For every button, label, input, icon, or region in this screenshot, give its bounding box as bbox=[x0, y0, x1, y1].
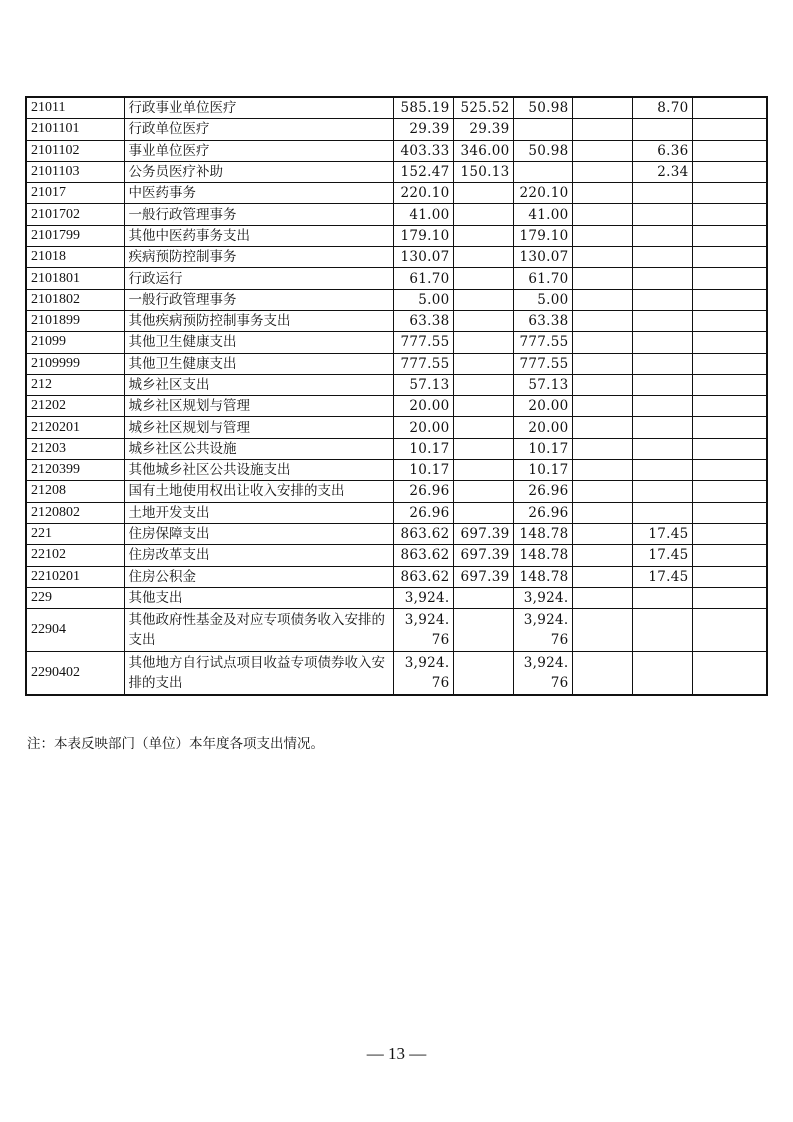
project-expense-cell: 63.38 bbox=[513, 310, 572, 331]
column-4-cell bbox=[572, 502, 632, 523]
column-4-cell bbox=[572, 587, 632, 608]
column-5-cell bbox=[632, 609, 692, 652]
column-5-cell: 6.36 bbox=[632, 140, 692, 161]
name-cell: 事业单位医疗 bbox=[124, 140, 393, 161]
name-cell: 其他卫生健康支出 bbox=[124, 332, 393, 353]
column-4-cell bbox=[572, 140, 632, 161]
basic-expense-cell bbox=[453, 460, 513, 481]
table-row bbox=[26, 119, 767, 140]
column-4-cell bbox=[572, 566, 632, 587]
total-cell: 585.19 bbox=[393, 97, 453, 119]
total-cell: 3,924.76 bbox=[393, 652, 453, 696]
column-4-cell bbox=[572, 247, 632, 268]
code-cell: 2290402 bbox=[26, 652, 124, 696]
column-6-cell bbox=[692, 481, 767, 502]
column-4-cell bbox=[572, 161, 632, 182]
name-cell: 住房公积金 bbox=[124, 566, 393, 587]
basic-expense-cell bbox=[453, 438, 513, 459]
total-cell: 3,924.76 bbox=[393, 609, 453, 652]
column-5-cell bbox=[632, 502, 692, 523]
project-expense-cell: 26.96 bbox=[513, 502, 572, 523]
basic-expense-cell bbox=[453, 587, 513, 608]
code-cell: 22102 bbox=[26, 545, 124, 566]
column-6-cell bbox=[692, 225, 767, 246]
column-5-cell: 2.34 bbox=[632, 161, 692, 182]
table-row bbox=[26, 97, 767, 119]
name-cell: 行政运行 bbox=[124, 268, 393, 289]
code-cell: 21202 bbox=[26, 396, 124, 417]
code-cell: 2101799 bbox=[26, 225, 124, 246]
name-cell: 其他卫生健康支出 bbox=[124, 353, 393, 374]
column-5-cell bbox=[632, 438, 692, 459]
table-row bbox=[26, 204, 767, 225]
total-cell: 61.70 bbox=[393, 268, 453, 289]
basic-expense-cell bbox=[453, 609, 513, 652]
basic-expense-cell: 697.39 bbox=[453, 523, 513, 544]
total-cell: 3,924. bbox=[393, 587, 453, 608]
column-4-cell bbox=[572, 523, 632, 544]
code-cell: 221 bbox=[26, 523, 124, 544]
code-cell: 212 bbox=[26, 374, 124, 395]
column-5-cell: 8.70 bbox=[632, 97, 692, 119]
basic-expense-cell bbox=[453, 289, 513, 310]
total-cell: 403.33 bbox=[393, 140, 453, 161]
basic-expense-cell bbox=[453, 481, 513, 502]
column-5-cell bbox=[632, 268, 692, 289]
name-cell: 其他疾病预防控制事务支出 bbox=[124, 310, 393, 331]
column-6-cell bbox=[692, 545, 767, 566]
column-6-cell bbox=[692, 247, 767, 268]
column-6-cell bbox=[692, 310, 767, 331]
total-cell: 10.17 bbox=[393, 460, 453, 481]
total-cell: 130.07 bbox=[393, 247, 453, 268]
column-5-cell bbox=[632, 247, 692, 268]
column-5-cell bbox=[632, 481, 692, 502]
name-cell: 行政单位医疗 bbox=[124, 119, 393, 140]
code-cell: 21099 bbox=[26, 332, 124, 353]
name-cell: 疾病预防控制事务 bbox=[124, 247, 393, 268]
expense-table bbox=[25, 96, 768, 696]
column-5-cell bbox=[632, 353, 692, 374]
table-row bbox=[26, 417, 767, 438]
column-6-cell bbox=[692, 438, 767, 459]
project-expense-cell: 179.10 bbox=[513, 225, 572, 246]
table-row bbox=[26, 587, 767, 608]
column-6-cell bbox=[692, 566, 767, 587]
table-row bbox=[26, 225, 767, 246]
column-4-cell bbox=[572, 97, 632, 119]
column-5-cell bbox=[632, 204, 692, 225]
table-row bbox=[26, 161, 767, 182]
table-row bbox=[26, 545, 767, 566]
project-expense-cell: 20.00 bbox=[513, 417, 572, 438]
project-expense-cell bbox=[513, 161, 572, 182]
name-cell: 中医药事务 bbox=[124, 183, 393, 204]
column-6-cell bbox=[692, 374, 767, 395]
table-row bbox=[26, 438, 767, 459]
table-row bbox=[26, 247, 767, 268]
column-6-cell bbox=[692, 396, 767, 417]
total-cell: 20.00 bbox=[393, 396, 453, 417]
column-4-cell bbox=[572, 417, 632, 438]
table-row bbox=[26, 566, 767, 587]
table-row bbox=[26, 332, 767, 353]
name-cell: 住房保障支出 bbox=[124, 523, 393, 544]
basic-expense-cell bbox=[453, 332, 513, 353]
table-row bbox=[26, 481, 767, 502]
page-number: — 13 — bbox=[366, 1044, 427, 1063]
column-5-cell bbox=[632, 460, 692, 481]
column-4-cell bbox=[572, 225, 632, 246]
total-cell: 41.00 bbox=[393, 204, 453, 225]
column-5-cell: 17.45 bbox=[632, 523, 692, 544]
column-4-cell bbox=[572, 396, 632, 417]
project-expense-cell: 57.13 bbox=[513, 374, 572, 395]
project-expense-cell: 41.00 bbox=[513, 204, 572, 225]
table-row bbox=[26, 523, 767, 544]
column-6-cell bbox=[692, 460, 767, 481]
column-5-cell bbox=[632, 332, 692, 353]
name-cell: 城乡社区规划与管理 bbox=[124, 417, 393, 438]
project-expense-cell: 10.17 bbox=[513, 438, 572, 459]
total-cell: 777.55 bbox=[393, 353, 453, 374]
column-5-cell bbox=[632, 417, 692, 438]
project-expense-cell: 50.98 bbox=[513, 140, 572, 161]
basic-expense-cell: 346.00 bbox=[453, 140, 513, 161]
column-6-cell bbox=[692, 609, 767, 652]
code-cell: 2101702 bbox=[26, 204, 124, 225]
basic-expense-cell bbox=[453, 268, 513, 289]
total-cell: 220.10 bbox=[393, 183, 453, 204]
table-row bbox=[26, 609, 767, 652]
project-expense-cell: 26.96 bbox=[513, 481, 572, 502]
column-4-cell bbox=[572, 374, 632, 395]
project-expense-cell: 777.55 bbox=[513, 332, 572, 353]
project-expense-cell: 3,924. bbox=[513, 587, 572, 608]
column-5-cell bbox=[632, 652, 692, 696]
code-cell: 21203 bbox=[26, 438, 124, 459]
basic-expense-cell bbox=[453, 204, 513, 225]
project-expense-cell: 148.78 bbox=[513, 545, 572, 566]
code-cell: 229 bbox=[26, 587, 124, 608]
total-cell: 777.55 bbox=[393, 332, 453, 353]
table-row bbox=[26, 502, 767, 523]
name-cell: 土地开发支出 bbox=[124, 502, 393, 523]
name-cell: 城乡社区公共设施 bbox=[124, 438, 393, 459]
column-4-cell bbox=[572, 119, 632, 140]
name-cell: 一般行政管理事务 bbox=[124, 204, 393, 225]
column-4-cell bbox=[572, 460, 632, 481]
code-cell: 2101899 bbox=[26, 310, 124, 331]
table-row bbox=[26, 268, 767, 289]
code-cell: 2210201 bbox=[26, 566, 124, 587]
name-cell: 公务员医疗补助 bbox=[124, 161, 393, 182]
basic-expense-cell bbox=[453, 374, 513, 395]
column-4-cell bbox=[572, 268, 632, 289]
name-cell: 其他支出 bbox=[124, 587, 393, 608]
column-6-cell bbox=[692, 161, 767, 182]
column-4-cell bbox=[572, 481, 632, 502]
basic-expense-cell bbox=[453, 417, 513, 438]
column-4-cell bbox=[572, 310, 632, 331]
column-6-cell bbox=[692, 140, 767, 161]
column-6-cell bbox=[692, 289, 767, 310]
project-expense-cell: 220.10 bbox=[513, 183, 572, 204]
column-6-cell bbox=[692, 268, 767, 289]
name-cell: 其他地方自行试点项目收益专项债券收入安排的支出 bbox=[124, 652, 393, 696]
project-expense-cell bbox=[513, 119, 572, 140]
code-cell: 2101102 bbox=[26, 140, 124, 161]
project-expense-cell: 3,924.76 bbox=[513, 609, 572, 652]
basic-expense-cell: 697.39 bbox=[453, 545, 513, 566]
table-note: 注：本表反映部门（单位）本年度各项支出情况。 bbox=[27, 736, 324, 752]
code-cell: 2120802 bbox=[26, 502, 124, 523]
basic-expense-cell bbox=[453, 310, 513, 331]
total-cell: 63.38 bbox=[393, 310, 453, 331]
name-cell: 国有土地使用权出让收入安排的支出 bbox=[124, 481, 393, 502]
table-row bbox=[26, 289, 767, 310]
total-cell: 5.00 bbox=[393, 289, 453, 310]
column-4-cell bbox=[572, 353, 632, 374]
project-expense-cell: 50.98 bbox=[513, 97, 572, 119]
table-row bbox=[26, 396, 767, 417]
table-row bbox=[26, 374, 767, 395]
total-cell: 20.00 bbox=[393, 417, 453, 438]
name-cell: 其他中医药事务支出 bbox=[124, 225, 393, 246]
basic-expense-cell bbox=[453, 396, 513, 417]
column-4-cell bbox=[572, 545, 632, 566]
project-expense-cell: 148.78 bbox=[513, 566, 572, 587]
code-cell: 2101101 bbox=[26, 119, 124, 140]
total-cell: 26.96 bbox=[393, 502, 453, 523]
column-6-cell bbox=[692, 119, 767, 140]
basic-expense-cell bbox=[453, 502, 513, 523]
code-cell: 21011 bbox=[26, 97, 124, 119]
code-cell: 2120201 bbox=[26, 417, 124, 438]
name-cell: 其他城乡社区公共设施支出 bbox=[124, 460, 393, 481]
column-4-cell bbox=[572, 652, 632, 696]
project-expense-cell: 61.70 bbox=[513, 268, 572, 289]
column-5-cell bbox=[632, 119, 692, 140]
project-expense-cell: 148.78 bbox=[513, 523, 572, 544]
project-expense-cell: 777.55 bbox=[513, 353, 572, 374]
name-cell: 住房改革支出 bbox=[124, 545, 393, 566]
table-body bbox=[26, 97, 767, 695]
table-row bbox=[26, 460, 767, 481]
table-row bbox=[26, 140, 767, 161]
total-cell: 863.62 bbox=[393, 523, 453, 544]
column-6-cell bbox=[692, 652, 767, 696]
project-expense-cell: 130.07 bbox=[513, 247, 572, 268]
basic-expense-cell bbox=[453, 183, 513, 204]
table-row bbox=[26, 310, 767, 331]
total-cell: 26.96 bbox=[393, 481, 453, 502]
table-row bbox=[26, 183, 767, 204]
name-cell: 一般行政管理事务 bbox=[124, 289, 393, 310]
basic-expense-cell bbox=[453, 353, 513, 374]
column-4-cell bbox=[572, 332, 632, 353]
total-cell: 152.47 bbox=[393, 161, 453, 182]
basic-expense-cell: 697.39 bbox=[453, 566, 513, 587]
column-5-cell bbox=[632, 183, 692, 204]
column-4-cell bbox=[572, 438, 632, 459]
total-cell: 57.13 bbox=[393, 374, 453, 395]
column-4-cell bbox=[572, 609, 632, 652]
code-cell: 2101802 bbox=[26, 289, 124, 310]
column-6-cell bbox=[692, 204, 767, 225]
basic-expense-cell bbox=[453, 652, 513, 696]
project-expense-cell: 20.00 bbox=[513, 396, 572, 417]
column-6-cell bbox=[692, 353, 767, 374]
column-4-cell bbox=[572, 183, 632, 204]
total-cell: 10.17 bbox=[393, 438, 453, 459]
name-cell: 行政事业单位医疗 bbox=[124, 97, 393, 119]
column-4-cell bbox=[572, 204, 632, 225]
table-row bbox=[26, 652, 767, 696]
name-cell: 城乡社区规划与管理 bbox=[124, 396, 393, 417]
basic-expense-cell bbox=[453, 225, 513, 246]
code-cell: 2120399 bbox=[26, 460, 124, 481]
column-4-cell bbox=[572, 289, 632, 310]
column-6-cell bbox=[692, 417, 767, 438]
column-6-cell bbox=[692, 523, 767, 544]
code-cell: 2101801 bbox=[26, 268, 124, 289]
column-5-cell bbox=[632, 289, 692, 310]
project-expense-cell: 5.00 bbox=[513, 289, 572, 310]
column-5-cell bbox=[632, 396, 692, 417]
code-cell: 22904 bbox=[26, 609, 124, 652]
total-cell: 179.10 bbox=[393, 225, 453, 246]
column-5-cell bbox=[632, 225, 692, 246]
column-6-cell bbox=[692, 183, 767, 204]
column-5-cell bbox=[632, 587, 692, 608]
total-cell: 863.62 bbox=[393, 566, 453, 587]
column-5-cell bbox=[632, 310, 692, 331]
project-expense-cell: 3,924.76 bbox=[513, 652, 572, 696]
code-cell: 2109999 bbox=[26, 353, 124, 374]
column-5-cell bbox=[632, 374, 692, 395]
column-5-cell: 17.45 bbox=[632, 545, 692, 566]
basic-expense-cell: 150.13 bbox=[453, 161, 513, 182]
column-6-cell bbox=[692, 587, 767, 608]
code-cell: 21017 bbox=[26, 183, 124, 204]
column-6-cell bbox=[692, 502, 767, 523]
table-row bbox=[26, 353, 767, 374]
name-cell: 其他政府性基金及对应专项债务收入安排的支出 bbox=[124, 609, 393, 652]
project-expense-cell: 10.17 bbox=[513, 460, 572, 481]
total-cell: 29.39 bbox=[393, 119, 453, 140]
code-cell: 2101103 bbox=[26, 161, 124, 182]
column-6-cell bbox=[692, 332, 767, 353]
column-6-cell bbox=[692, 97, 767, 119]
code-cell: 21208 bbox=[26, 481, 124, 502]
basic-expense-cell: 525.52 bbox=[453, 97, 513, 119]
column-5-cell: 17.45 bbox=[632, 566, 692, 587]
basic-expense-cell bbox=[453, 247, 513, 268]
code-cell: 21018 bbox=[26, 247, 124, 268]
total-cell: 863.62 bbox=[393, 545, 453, 566]
basic-expense-cell: 29.39 bbox=[453, 119, 513, 140]
name-cell: 城乡社区支出 bbox=[124, 374, 393, 395]
